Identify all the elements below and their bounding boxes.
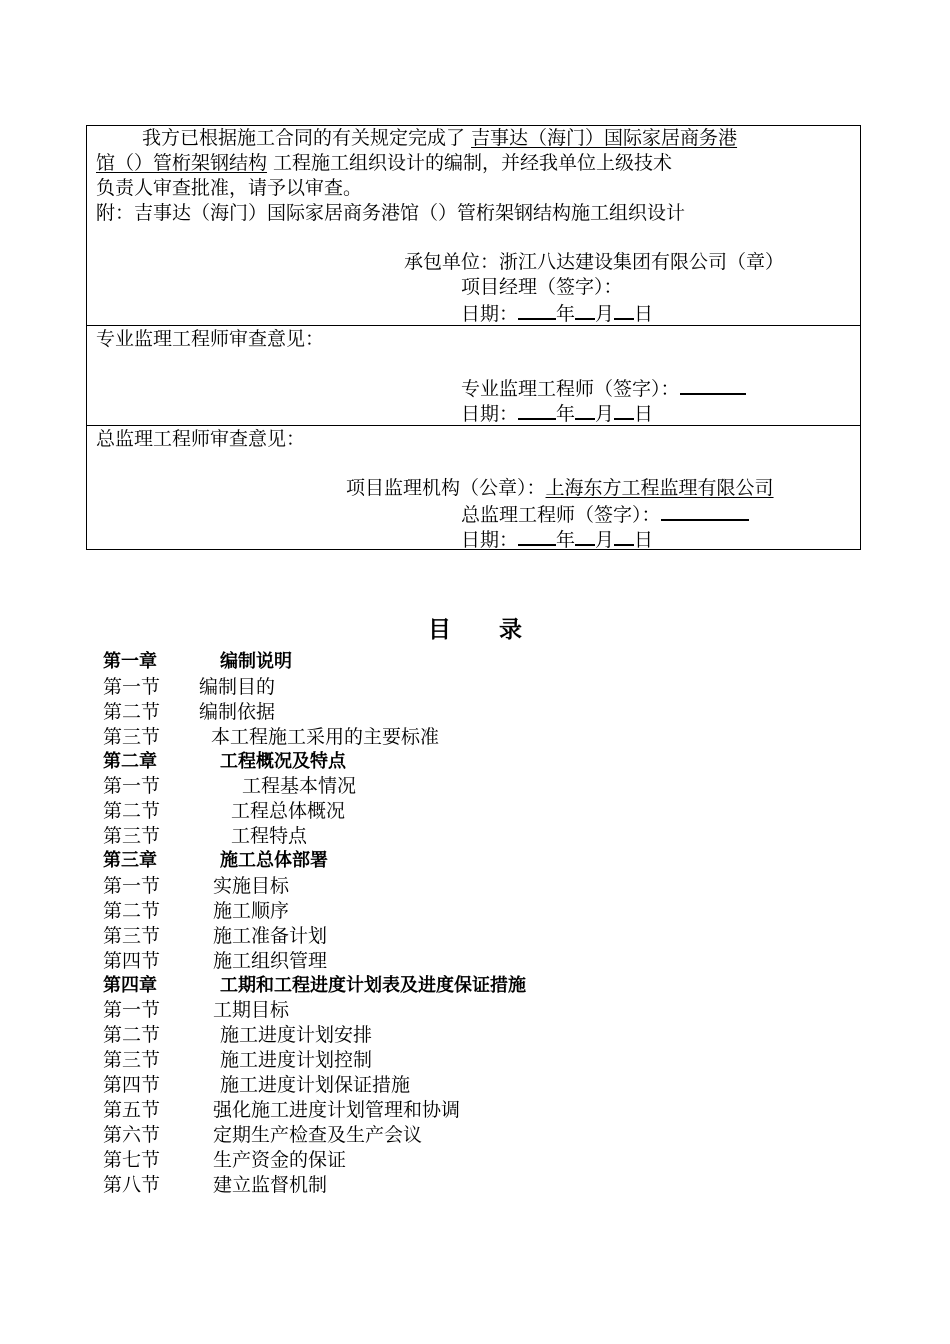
toc-entry-title: 工期和工程进度计划表及进度保证措施 [220,974,526,996]
toc-entry-number: 第七节 [103,1148,161,1171]
toc-entry-number: 第三节 [103,1049,161,1072]
toc-section-entry[interactable] [103,1123,863,1148]
toc-section-entry[interactable] [103,1148,863,1173]
toc-chapter-entry[interactable] [103,849,863,874]
toc-entry-number: 第四节 [103,949,161,972]
toc-entry-title: 建立监督机制 [213,1173,328,1196]
toc-entry-number: 第八节 [103,1173,161,1196]
year-blank[interactable] [518,526,556,546]
toc-chapter-entry[interactable] [103,974,863,999]
toc-entry-title: 定期生产检查及生产会议 [213,1123,423,1146]
toc-section-entry[interactable] [103,1023,863,1048]
toc-entry-title: 施工进度计划安排 [220,1024,373,1047]
engineer-signature-blank[interactable] [680,375,746,395]
toc-entry-title: 施工顺序 [213,899,290,922]
toc-section-entry[interactable] [103,774,863,799]
toc-chapter-entry[interactable] [103,650,863,675]
chief-signature-blank[interactable] [661,501,749,521]
chief-date-line: 日期： 年 月 日 [461,526,653,550]
toc-entry-title: 编制依据 [199,700,276,723]
pm-signature-line: 项目经理（签字）： [461,276,623,298]
toc-section-entry[interactable] [103,725,863,750]
toc-section-entry[interactable] [103,899,863,924]
toc-entry-number: 第一章 [103,651,157,672]
toc-entry-number: 第四节 [103,1074,161,1097]
toc-entry-title: 编制说明 [220,651,292,672]
toc-entry-title: 工程特点 [231,825,308,848]
toc-entry-number: 第三节 [103,725,161,748]
month-blank[interactable] [575,400,595,420]
toc-entry-title: 本工程施工采用的主要标准 [211,725,440,748]
engineer-signature-line: 专业监理工程师（签字）： [461,375,746,399]
chief-review-section [87,426,860,550]
submission-line-3: 负责人审查批准，请予以审查。 [96,177,363,199]
toc-entry-number: 第一节 [103,775,161,798]
toc-section-entry[interactable] [103,998,863,1023]
submission-line-2: 馆（）管桁架钢结构 工程施工组织设计的编制，并经我单位上级技术 [96,152,673,174]
chief-signature-line: 总监理工程师（签字）： [461,501,749,525]
approval-form [86,125,861,550]
toc-entry-number: 第二节 [103,700,161,723]
toc-section-entry[interactable] [103,874,863,899]
toc-entry-number: 第二节 [103,800,161,823]
engineer-review-section [87,326,860,426]
year-blank[interactable] [518,300,556,320]
toc-entry-title: 强化施工进度计划管理和协调 [213,1099,461,1122]
toc-entry-number: 第二节 [103,1024,161,1047]
submission-section [87,126,860,326]
toc-entry-title: 编制目的 [199,675,276,698]
supervision-org-line: 项目监理机构（公章）：上海东方工程监理有限公司 [346,477,774,499]
day-blank[interactable] [614,526,634,546]
toc-entry-number: 第五节 [103,1099,161,1122]
toc-entry-number: 第二节 [103,899,161,922]
year-blank[interactable] [518,400,556,420]
project-name: 吉事达（海门）国际家居商务港 [471,127,738,149]
toc-entry-title: 工程基本情况 [242,775,357,798]
toc-entry-number: 第一节 [103,675,161,698]
toc-section-entry[interactable] [103,675,863,700]
toc-entry-title: 施工准备计划 [213,924,328,947]
toc-section-entry[interactable] [103,924,863,949]
day-blank[interactable] [614,400,634,420]
submission-line-1: 我方已根据施工合同的有关规定完成了 吉事达（海门）国际家居商务港 [142,127,738,149]
toc-entry-number: 第三章 [103,850,157,872]
toc-section-entry[interactable] [103,1173,863,1198]
toc-section-entry[interactable] [103,824,863,849]
toc-section-entry[interactable] [103,1073,863,1098]
toc-entry-title: 施工总体部署 [220,850,328,872]
month-blank[interactable] [575,300,595,320]
toc-entry-title: 施工进度计划控制 [220,1049,373,1072]
toc-section-entry[interactable] [103,799,863,824]
contractor-line: 承包单位：浙江八达建设集团有限公司（章） [404,251,785,273]
chief-review-heading: 总监理工程师审查意见： [96,428,306,450]
supervision-org-name: 上海东方工程监理有限公司 [545,477,774,499]
toc-section-entry[interactable] [103,949,863,974]
toc-entry-number: 第三节 [103,924,161,947]
toc-section-entry[interactable] [103,1048,863,1073]
toc-entry-number: 第二章 [103,750,157,772]
toc-entry-title: 工程总体概况 [231,800,346,823]
toc-entry-title: 施工进度计划保证措施 [220,1074,411,1097]
submission-date-line: 日期： 年 月 日 [461,300,653,324]
engineer-review-heading: 专业监理工程师审查意见： [96,328,325,350]
toc-title: 目录 [428,616,570,643]
toc-entry-number: 第四章 [103,974,157,996]
day-blank[interactable] [614,300,634,320]
toc-chapter-entry[interactable] [103,750,863,775]
month-blank[interactable] [575,526,595,546]
toc-entry-number: 第一节 [103,999,161,1022]
toc-entry-number: 第一节 [103,875,161,898]
toc-section-entry[interactable] [103,1098,863,1123]
project-name-continued: 馆（）管桁架钢结构 [96,152,268,174]
toc-entry-title: 实施目标 [213,875,290,898]
engineer-date-line: 日期： 年 月 日 [461,400,653,424]
toc-entry-title: 生产资金的保证 [213,1148,347,1171]
toc-entry-number: 第六节 [103,1123,161,1146]
table-of-contents [103,650,863,1198]
toc-entry-title: 施工组织管理 [213,949,328,972]
toc-entry-number: 第三节 [103,825,161,848]
toc-entry-title: 工程概况及特点 [220,750,346,772]
attachment-line: 附：吉事达（海门）国际家居商务港馆（）管桁架钢结构施工组织设计 [96,202,686,224]
toc-section-entry[interactable] [103,700,863,725]
toc-entry-title: 工期目标 [213,999,290,1022]
